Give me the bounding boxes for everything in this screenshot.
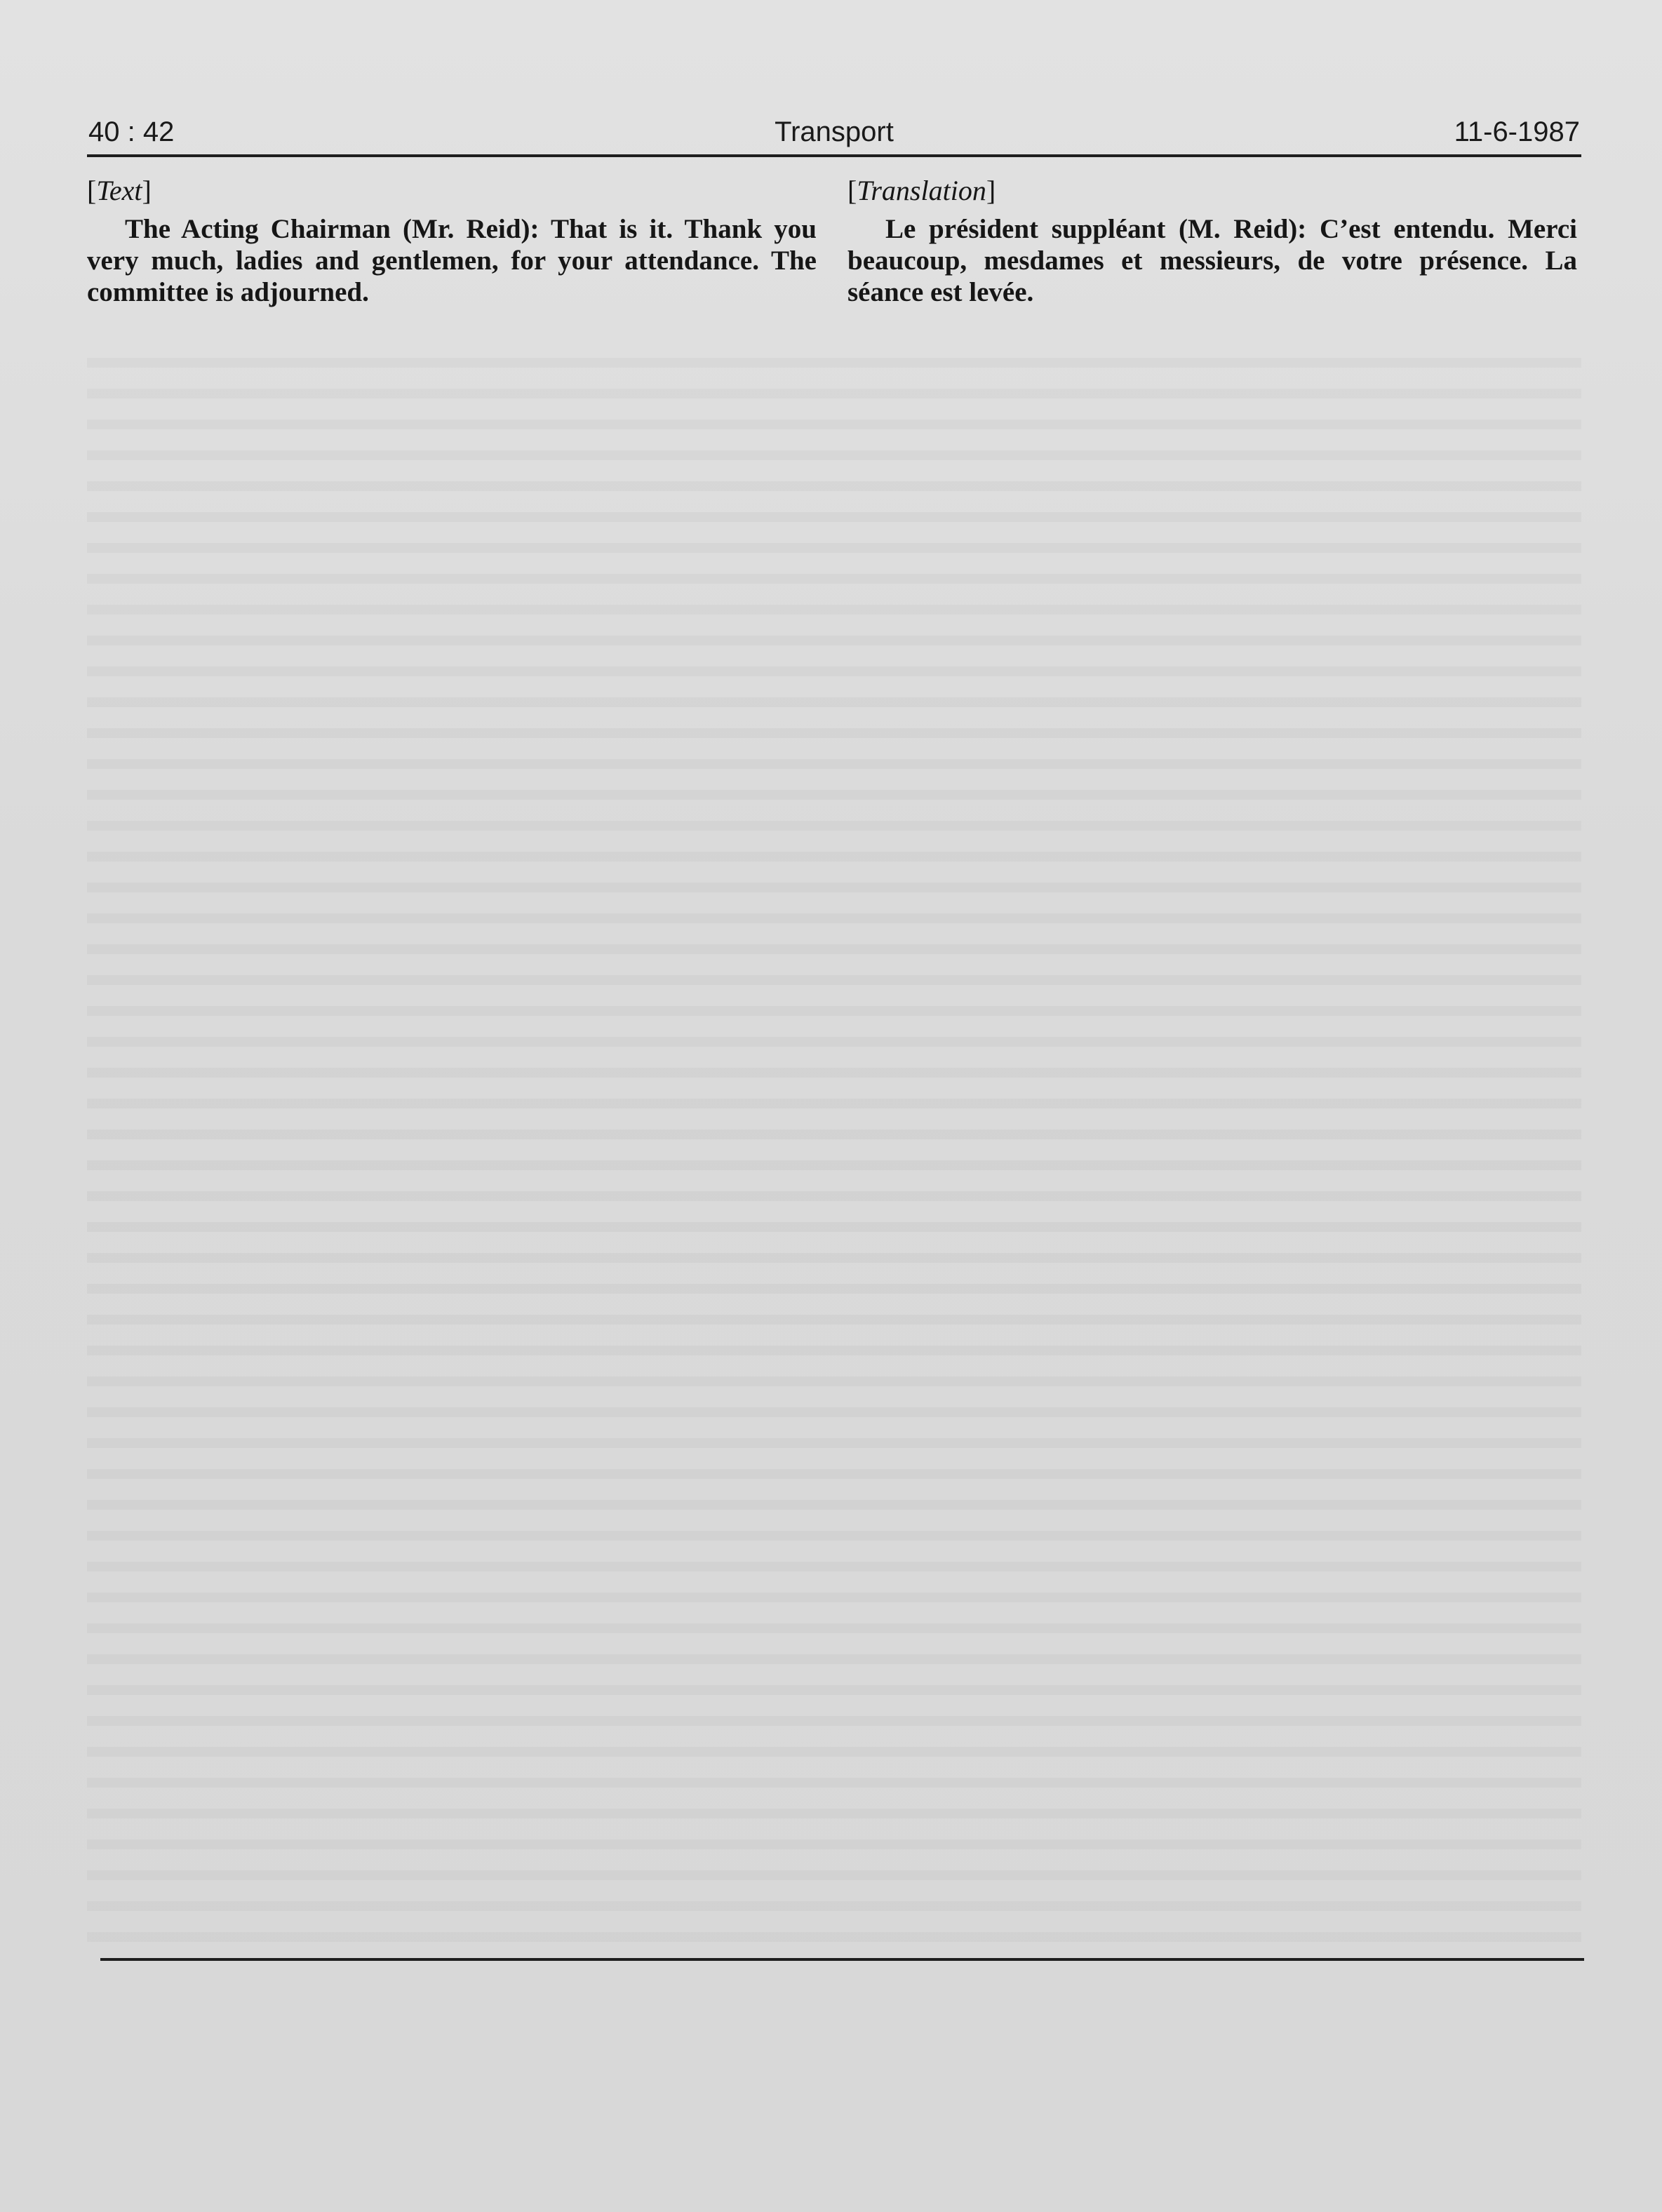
- english-paragraph: The Acting Chairman (Mr. Reid): That is it. Thank you very much, ladies and gentlemen, for your attendance. The committee is adjourned.: [87, 214, 817, 307]
- header-title: Transport: [775, 116, 894, 147]
- translation-label: [Translation]: [847, 175, 996, 206]
- running-header: [87, 112, 1581, 157]
- header-date: 11-6-1987: [1454, 116, 1580, 147]
- translation-label-word: Translation: [857, 175, 986, 206]
- bottom-divider: [100, 1958, 1584, 1961]
- bleed-through-texture: [87, 337, 1581, 1950]
- text-label: [Text]: [87, 175, 152, 206]
- text-label-word: Text: [96, 175, 142, 206]
- page-number: 40 : 42: [88, 116, 175, 147]
- french-paragraph: Le président suppléant (M. Reid): C’est entendu. Merci beaucoup, mesdames et messieurs, de votre présence. La séance est levée.: [847, 214, 1577, 307]
- english-column: [87, 174, 817, 308]
- french-column: [847, 174, 1577, 308]
